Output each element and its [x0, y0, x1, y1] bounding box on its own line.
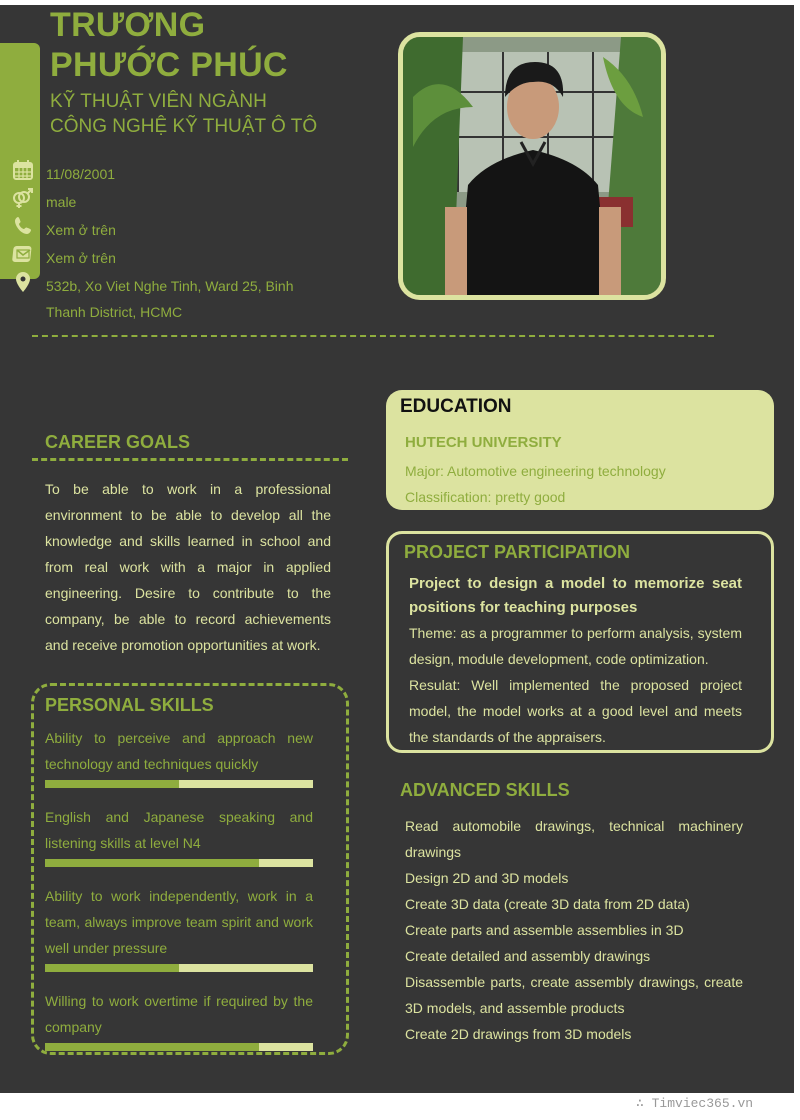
project-heading: PROJECT PARTICIPATION — [404, 542, 631, 562]
contact-address — [0, 268, 330, 324]
skill-level-bar — [45, 964, 313, 972]
skill-item — [45, 804, 313, 867]
contact-info — [0, 156, 330, 324]
contact-email — [0, 240, 330, 268]
skill-label: Ability to perceive and approach new technology and techniques quickly — [45, 730, 313, 772]
advanced-skill-item: Create detailed and assembly drawings — [405, 948, 651, 964]
advanced-skills-list — [405, 813, 743, 1047]
skill-label: Willing to work overtime if required by the company — [45, 993, 313, 1035]
personal-skills-list — [45, 725, 313, 1067]
header-divider — [32, 335, 714, 337]
calendar-icon — [12, 159, 34, 181]
gender-value: male — [46, 194, 77, 210]
gender-icon — [12, 187, 34, 209]
advanced-skill-item: Design 2D and 3D models — [405, 870, 569, 886]
envelope-icon — [12, 243, 34, 265]
advanced-skill-item: Create 3D data (create 3D data from 2D data) — [405, 896, 690, 912]
skill-item — [45, 988, 313, 1051]
address-value: 532b, Xo Viet Nghe Tinh, Ward 25, Binh Thanh District, HCMC — [46, 278, 294, 320]
skill-level-fill — [45, 1043, 259, 1051]
education-card — [386, 390, 774, 510]
map-pin-icon — [12, 271, 34, 293]
profile-photo — [398, 32, 666, 300]
education-classification: Classification: pretty good — [405, 489, 566, 505]
education-heading: EDUCATION — [400, 396, 512, 417]
advanced-skill-item: Disassemble parts, create assembly drawings, create 3D models, and assemble products — [405, 974, 743, 1016]
advanced-skill-item: Create 2D drawings from 3D models — [405, 1026, 632, 1042]
phone-icon — [12, 215, 34, 237]
skill-label: English and Japanese speaking and listening skills at level N4 — [45, 809, 313, 851]
project-result: Resulat: Well implemented the proposed project model, the model works at a good level and meets the standards of the appraisers. — [409, 677, 742, 745]
email-value: Xem ở trên — [46, 250, 116, 266]
advanced-skill-item: Create parts and assemble assemblies in 3D — [405, 922, 684, 938]
project-body — [409, 572, 742, 750]
skill-level-bar — [45, 780, 313, 788]
skill-item — [45, 725, 313, 788]
birthday-value: 11/08/2001 — [46, 166, 116, 182]
skill-level-bar — [45, 859, 313, 867]
project-name: Project to design a model to memorize seat positions for teaching purposes — [409, 575, 742, 616]
education-school: HUTECH UNIVERSITY — [405, 434, 562, 451]
education-major: Major: Automotive engineering technology — [405, 463, 666, 479]
skill-level-fill — [45, 859, 259, 867]
project-card — [386, 531, 774, 753]
name-line-2: PHƯỚC PHÚC — [50, 46, 288, 84]
watermark: ∴ Timviec365.vn — [636, 1096, 754, 1111]
project-theme: Theme: as a programmer to perform analysis, system design, module development, code optimization. — [409, 625, 742, 667]
job-title-line-2: CÔNG NGHỆ KỸ THUẬT Ô TÔ — [50, 116, 318, 137]
skill-item — [45, 883, 313, 972]
career-goals-heading: CAREER GOALS — [45, 432, 191, 452]
skill-label: Ability to work independently, work in a team, always improve team spirit and work well under pressure — [45, 888, 313, 956]
phone-value: Xem ở trên — [46, 222, 116, 238]
advanced-skill-item: Read automobile drawings, technical machinery drawings — [405, 818, 743, 860]
advanced-skills-heading: ADVANCED SKILLS — [400, 780, 570, 800]
contact-birthday — [0, 156, 330, 184]
personal-skills-heading: PERSONAL SKILLS — [45, 695, 214, 715]
contact-phone — [0, 212, 330, 240]
career-goals-divider — [32, 458, 348, 461]
contact-gender — [0, 184, 330, 212]
candidate-name — [50, 5, 288, 85]
profile-photo-image — [403, 37, 661, 295]
skill-level-bar — [45, 1043, 313, 1051]
skill-level-fill — [45, 780, 179, 788]
name-line-1: TRƯƠNG — [50, 6, 206, 44]
job-title-line-1: KỸ THUẬT VIÊN NGÀNH — [50, 91, 267, 112]
job-title — [50, 89, 317, 139]
career-goals-text: To be able to work in a professional environment to be able to develop all the knowledge and skills learned in school and from real work with a major in applied engineering. Desire to contribute to the company, be able to record achievements and receive promotion opportunities at work. — [45, 481, 331, 653]
cv-page — [0, 5, 794, 1093]
skill-level-fill — [45, 964, 179, 972]
